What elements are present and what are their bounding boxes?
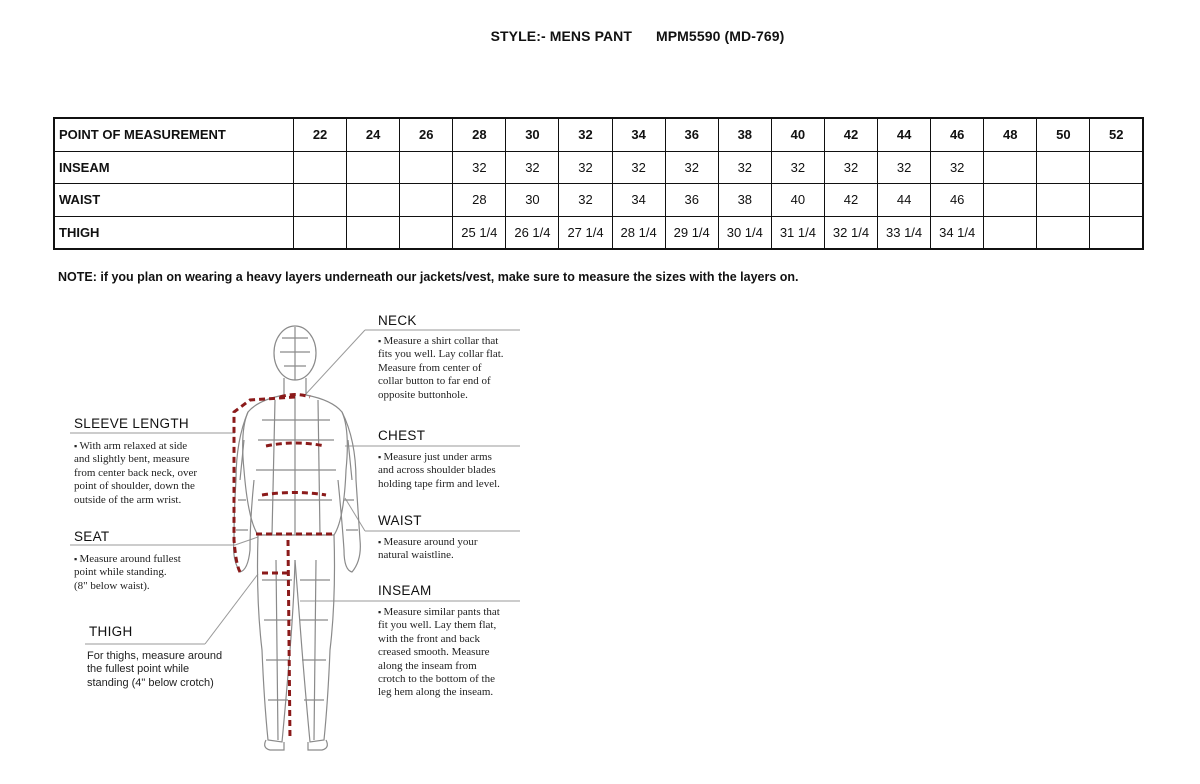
measurement-cell: 33 1/4	[878, 216, 931, 249]
seat-text-line: ▪ Measure around fullest	[74, 553, 181, 566]
sleeve-text-line: from center back neck, over	[74, 466, 198, 479]
measurement-cell: 32	[559, 151, 612, 184]
inseam-measure-line	[288, 540, 290, 740]
size-header-cell: 22	[294, 118, 347, 151]
size-header-cell: 42	[824, 118, 877, 151]
inseam-text-line: along the inseam from	[378, 659, 477, 672]
inseam-text-line: creased smooth. Measure	[378, 646, 490, 659]
measurement-cell: 34	[612, 184, 665, 217]
sleeve-text-line: point of shoulder, down the	[74, 480, 195, 493]
thigh-text-line: the fullest point while	[87, 663, 190, 676]
sleeve-length-description	[74, 440, 197, 507]
chest-description	[378, 451, 500, 491]
neck-text-line: fits you well. Lay collar flat.	[378, 348, 504, 361]
sleeve-text-line: ▪ With arm relaxed at side	[74, 440, 197, 453]
size-header-cell: 30	[506, 118, 559, 151]
page-title: STYLE:- MENS PANT MPM5590 (MD-769)	[490, 28, 785, 44]
inseam-text-line: leg hem along the inseam.	[378, 686, 494, 699]
sleeve-measure-line	[234, 397, 295, 572]
sleeve-text-line: and slightly bent, measure	[74, 453, 190, 466]
measurement-cell: 28 1/4	[612, 216, 665, 249]
chest-text-line: ▪ Measure just under arms	[378, 451, 500, 464]
chest-text-line: and across shoulder blades	[378, 464, 496, 477]
waist-text-line: natural waistline.	[378, 549, 454, 562]
inseam-text-line: with the front and back	[378, 632, 481, 645]
neck-text-line: collar button to far end of	[378, 375, 491, 388]
neck-text-line: ▪ Measure a shirt collar that	[378, 335, 504, 348]
measurement-cell: 27 1/4	[559, 216, 612, 249]
measurement-cell: 32	[453, 151, 506, 184]
measurement-cell: 32	[559, 184, 612, 217]
size-header-cell: 48	[984, 118, 1037, 151]
inseam-description	[378, 606, 500, 700]
size-header-cell: 40	[771, 118, 824, 151]
inseam-text-line: crotch to the bottom of the	[378, 673, 495, 686]
measurement-cell: 26 1/4	[506, 216, 559, 249]
seat-label: SEAT	[74, 529, 110, 544]
waist-label: WAIST	[378, 513, 422, 528]
point-of-measurement-header: POINT OF MEASUREMENT	[54, 118, 294, 151]
size-header-cell: 50	[1037, 118, 1090, 151]
measurement-row-label: THIGH	[54, 216, 294, 249]
measurement-cell: 32	[506, 151, 559, 184]
sleeve-text-line: outside of the arm wrist.	[74, 493, 182, 506]
measurement-cell: 31 1/4	[771, 216, 824, 249]
measurement-row-label: INSEAM	[54, 151, 294, 184]
inseam-text-line: ▪ Measure similar pants that	[378, 606, 500, 619]
inseam-label: INSEAM	[378, 583, 432, 598]
measurement-cell: 38	[718, 184, 771, 217]
seat-text-line: (8" below waist).	[74, 579, 150, 592]
size-header-cell: 26	[400, 118, 453, 151]
size-header-cell: 36	[665, 118, 718, 151]
seat-text-line: point while standing.	[74, 566, 167, 579]
measurement-cell: 46	[931, 184, 984, 217]
measurement-row-label: WAIST	[54, 184, 294, 217]
note-text: NOTE: if you plan on wearing a heavy layers underneath our jackets/vest, make sure to measure the sizes with the layers on.	[58, 270, 799, 284]
thigh-description	[87, 650, 222, 690]
measurement-cell: 40	[771, 184, 824, 217]
neck-text-line: opposite buttonhole.	[378, 388, 468, 401]
measurement-cell: 32	[771, 151, 824, 184]
measurement-cell: 36	[665, 184, 718, 217]
thigh-label: THIGH	[89, 624, 133, 639]
waist-text-line: ▪ Measure around your	[378, 536, 478, 549]
measurement-cell: 44	[878, 184, 931, 217]
waist-description	[378, 536, 478, 563]
size-header-cell: 44	[878, 118, 931, 151]
sleeve-length-label: SLEEVE LENGTH	[74, 416, 189, 431]
chest-text-line: holding tape firm and level.	[378, 477, 500, 490]
measurement-lines	[234, 395, 334, 741]
measurement-cell: 34 1/4	[931, 216, 984, 249]
measurement-cell: 32	[931, 151, 984, 184]
size-header-cell: 24	[347, 118, 400, 151]
measurement-cell: 30 1/4	[718, 216, 771, 249]
measurement-cell: 32	[665, 151, 718, 184]
size-header-cell: 32	[559, 118, 612, 151]
measurement-cell: 42	[824, 184, 877, 217]
size-header-cell: 38	[718, 118, 771, 151]
neck-text-line: Measure from center of	[378, 361, 482, 374]
thigh-text-line: For thighs, measure around	[87, 650, 223, 662]
human-figure-outline	[234, 326, 361, 750]
measurement-cell: 32	[718, 151, 771, 184]
measurement-cell: 25 1/4	[453, 216, 506, 249]
measurement-cell: 32	[824, 151, 877, 184]
size-header-cell: 28	[453, 118, 506, 151]
size-header-cell: 34	[612, 118, 665, 151]
size-header-cell: 46	[931, 118, 984, 151]
thigh-text-line: standing (4" below crotch)	[87, 676, 214, 689]
measurement-cell: 32 1/4	[824, 216, 877, 249]
measurement-cell: 32	[612, 151, 665, 184]
seat-description	[74, 553, 181, 593]
inseam-text-line: fit you well. Lay them flat,	[378, 619, 497, 632]
chest-label: CHEST	[378, 428, 426, 443]
waist-measure-line	[262, 493, 326, 496]
measurement-cell: 29 1/4	[665, 216, 718, 249]
neck-label: NECK	[378, 313, 417, 328]
measurement-cell: 30	[506, 184, 559, 217]
size-header-cell: 52	[1090, 118, 1143, 151]
measurement-cell: 28	[453, 184, 506, 217]
neck-description	[378, 335, 504, 402]
measurement-cell: 32	[878, 151, 931, 184]
